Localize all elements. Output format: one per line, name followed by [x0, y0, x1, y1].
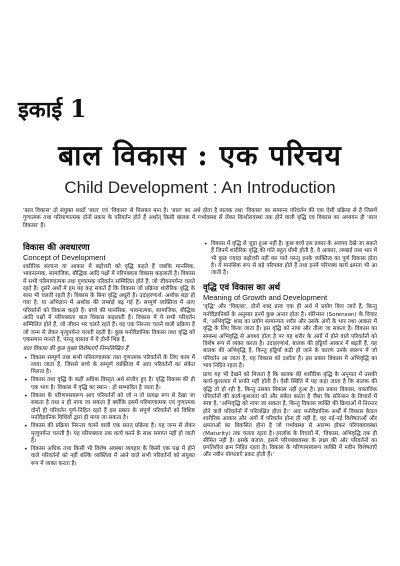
section-heading-hindi: विकास की अवधारणा	[23, 243, 90, 253]
features-list	[23, 355, 195, 468]
list-item: • विकास की प्रक्रिया निरन्तर चलने वाली एक सतत् प्रक्रिया है। यह जन्म से लेकर मृत्युपर्यन्त चलती है। यह परिपक्वता तक कार्य करने के साथ समाप्त नहीं हो जाती है।	[23, 423, 195, 445]
left-column	[23, 241, 195, 469]
list-item: • विकास के परिणामस्वरूप आए परिवर्तनों को जो न तो प्रत्यक्ष रूप से देखा जा सकता है तथा न ही नापा जा सकता है क्योंकि इसमें परिमाणात्मक एवं गुणात्मक दोनों ही परिवर्तन पूर्ण-निहित रहते हैं इस प्रकार के संपूर्ण परिवर्तनों को विशिष्ट मनोवैज्ञानिक विधियों द्वारा ही मापा जा सकता है।	[23, 393, 195, 422]
unit-number: 1	[69, 94, 87, 123]
list-item: • विकास सम्पूर्ण तथा सभी परिमाणात्मक तथा गुणात्मक परिवर्तनों के लिए काम में लाया जाता है, जिससे बच्चे के सम्पूर्ण व्यक्तित्व में आए परिवर्तनों का संकेत मिलता है।	[23, 355, 195, 377]
unit-label	[18, 94, 87, 124]
section-heading-english: Concept of Development	[23, 253, 106, 262]
unit-word: इकाई	[18, 97, 63, 123]
list-item: • विकास तथा वृद्धि के कहीं अधिक विस्तृत अर्थ संजोए हुए है। वृद्धि विकास की ही एक भाग है। विकास में वृद्धि का स्थान : हो सम्भावित है जाता है।	[23, 377, 195, 392]
chapter-subtitle: Child Development : An Introduction	[64, 178, 336, 197]
section-heading-english: Meaning of Growth and Development	[203, 293, 328, 303]
continued-list	[203, 241, 377, 277]
meaning-paragraph-2: प्रायः यह भी देखने को मिलता है कि बालक की शारीरिक वृद्धि के अनुपात में उसकी कार्य-कुशलता में प्रगति नहीं होती है। ऐसी स्थिति में यह कहा जाता है कि बालक की वृद्धि तो हो रही है, किन्तु उसका विकास नहीं हुआ है। इस प्रकार विकास, वास्तविक परिवर्तनों की कार्य-कुशलता को और संकेत करता है जैसा कि सोरेन्सन के विचारों में स्पष्ट है, 'अभिवृद्धि को नापा जा सकता है, किन्तु विकास व्यक्ति की क्रियाओं में निरन्तर होने वाले परिवर्तनों में परिलक्षित होता है।' अतः मनोवैज्ञानिक अर्थों में विकास केवल शारीरिक आकार और अंगों में परिवर्तन होना ही नहीं है, यह नई-नई विशेषताओं और क्षमताओं का विकसित होना है जो गर्भावस्था से आरम्भ होकर परिपक्वावस्था (Maturity) तक चलता रहता है। हरलॉक के विचारों में, 'विकास, अभिवृद्धि तक ही सीमित नहीं है। इसके बजाय, इसमें परिपक्वावस्था के लक्ष्य की ओर परिवर्तनों का प्रगतिशील क्रम निहित रहता है। विकास के परिणामस्वरूप व्यक्ति में नवीन विशेषताएँ और नवीन योग्यताएँ प्रकट होती हैं।'	[203, 372, 377, 459]
list-item: • विकास अधिक तथा किसी भी विशेष अवस्था व्यवहार के किसी एक पक्ष में होने वाले परिवर्तनों को नहीं बल्कि व्यक्तित्व में आने वाले सभी परिवर्तनों को संयुक्त रूप में व्यक्त करता है।	[23, 446, 195, 468]
concept-paragraph: शारीरिक संरचना या आकार में बढ़ोत्तरी को वृद्धि कहते हैं जबकि मानसिक, भावनात्मक, सामाजिक, बौद्धिक आदि पक्षों में परिपक्वता विकास कहलाती है। विकास में सभी परिमाणात्मक तथा गुणात्मक परिवर्तन सम्मिलित होते हैं, जो जीवनपर्यन्त चलते रहते हैं। दूसरे अर्थों में हम यह कह सकते हैं कि विकास जो प्रक्रिया शारीरिक वृद्धि के साथ भी चलती रहती है। विकास के बिना वृद्धि अधूरी है। उदाहरणार्थ: अशोक बड़ा हो गया है, या अभिज्ञान में अशोक की लम्बाई बढ़ गई है। सम्पूर्ण व्यक्तित्व में आए परिवर्तनों को विकास कहते हैं। बच्चे की मानसिक, भावनात्मक, सामाजिक, बौद्धिक आदि पक्षों में परिपक्वता बाल विकास कहलाती है। विकास में ये सभी परिवर्तन सम्मिलित होते हैं, जो जीवन भर चलते रहते हैं। यह एक निरन्तर चलने वाली प्रक्रिया है जो जन्म से लेकर मृत्युपर्यन्त चलती रहती है। कुछ मनोवैज्ञानिक विकास तथा वृद्धि को एकसमान मानते हैं, परन्तु वास्तव में ये दोनों भिन्न हैं,	[23, 264, 195, 343]
meaning-paragraph-1: 'वृद्धि' और 'विकास', दोनों शब्द प्रायः एक ही अर्थ में प्रयोग किए जाते हैं, किन्तु मनोवैज्ञानिकों के अनुसार इनमें कुछ अन्तर होता है। सोरेन्सन (Sorenson) के विचार में, 'अभिवृद्धि' शब्द का प्रयोग सामान्यतः शरीर और उसके अंगों के भार तथा आकार में वृद्धि के लिए किया जाता है। इस वृद्धि को नापा और तौला जा सकता है। विकास का सम्बन्ध अभिवृद्धि से अवश्य होता है पर यह शरीर के अंगों में होने वाले परिवर्तनों को विशेष रूप से व्यक्त करता है। उदाहरणार्थ, बालक की हड्डियाँ आकार में बढ़ती हैं, यह बालक की अभिवृद्धि है, किन्तु हड्डियाँ कड़ी हो जाने के कारण उनके स्वरूप में जो परिवर्तन आ जाता है, यह विकास को दर्शाता है। इस प्रकार विकास में अभिवृद्धि का भाव निहित रहता है।	[203, 304, 377, 369]
chapter-title: बाल विकास : एक परिचय	[58, 139, 342, 172]
section-heading-hindi: वृद्धि एवं विकास का अर्थ	[203, 283, 281, 294]
right-column	[203, 241, 377, 462]
list-intro: बाल विकास की कुछ मुख्य विशेषताएँ निम्नलिखित हैं	[23, 346, 129, 353]
intro-paragraph: 'बाल विकास' दो संयुक्त शब्दों 'बाल' एवं 'विकास' से मिलकर बना है। 'बाल' का अर्थ होता है बालक तथा 'विकास' का सामान्य परिवर्तन की एक ऐसी प्रक्रिया से है जिसमें गुणात्मक तथा परिमाणात्मक दोनों प्रकार के परिवर्तन होते हैं अर्थात् किसी बालक में गर्भावस्था से लेकर किशोरावस्था तक होने वाली वृद्धि एवं विकास का अध्ययन ही 'बाल विकास' है।	[23, 208, 377, 229]
list-item: • विकास में वृद्धि से जुड़ा हुआ नहीं है। कुछ बच्चे इस प्रकार के अवयव देखे जा सकते हैं जिनमें शारीरिक वृद्धि की गति बहुत धीमी होती है, वे आकार, लम्बाई तथा भार में भी कुछ ज्यादा बढ़ोत्तरी नहीं कर पाते परन्तु इनके व्यक्तित्व का पूर्ण विकास होता है। ये मानसिक रूप से बड़े परिपक्व होते हैं तथा इनमें परिपक्व कार्य क्षमता भी आ जाती है।	[203, 241, 377, 277]
